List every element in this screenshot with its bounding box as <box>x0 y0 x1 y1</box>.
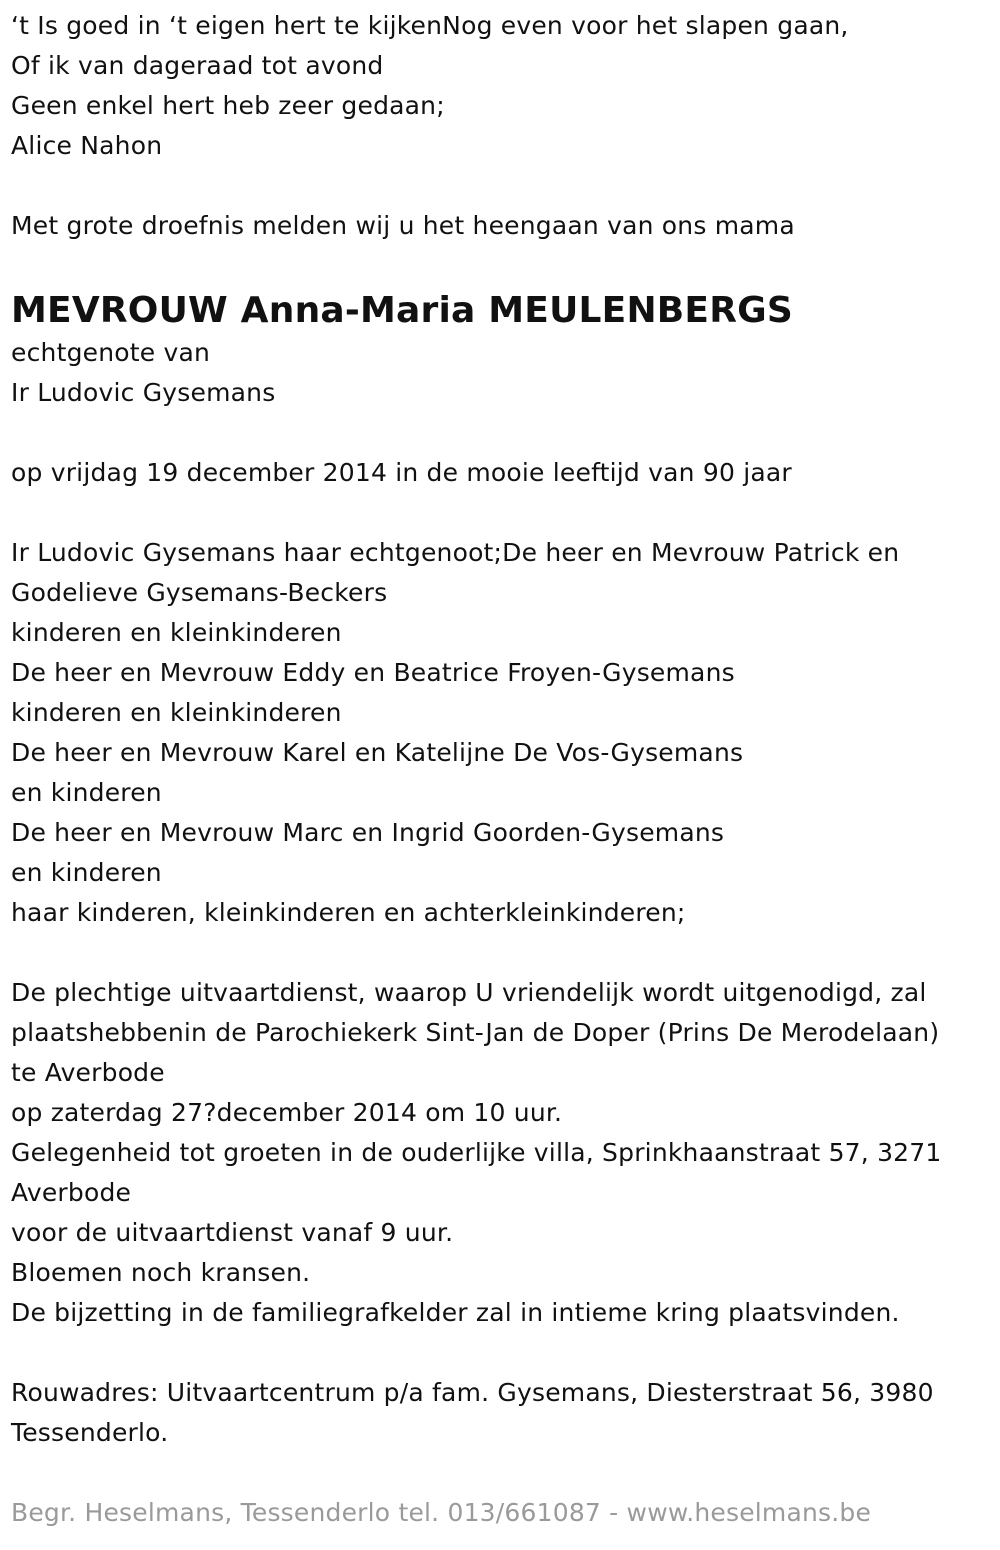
family-line: en kinderen <box>11 858 162 887</box>
poem-author: Alice Nahon <box>11 131 163 160</box>
poem-line-1: ‘t Is goed in ‘t eigen hert te kijkenNog even voor het slapen gaan, <box>11 11 849 40</box>
family-line: kinderen en kleinkinderen <box>11 698 342 727</box>
poem-line-3: Geen enkel hert heb zeer gedaan; <box>11 91 445 120</box>
family-line: De heer en Mevrouw Eddy en Beatrice Froyen-Gysemans <box>11 658 735 687</box>
deceased-relation: echtgenote van <box>11 338 211 367</box>
service-line: Gelegenheid tot groeten in de ouderlijke villa, Sprinkhaanstraat 57, 3271 <box>11 1138 942 1167</box>
obituary-notice <box>11 6 996 1453</box>
family-line: Ir Ludovic Gysemans haar echtgenoot;De heer en Mevrouw Patrick en <box>11 538 900 567</box>
family-line: De heer en Mevrouw Karel en Katelijne De Vos-Gysemans <box>11 738 744 767</box>
service-line: te Averbode <box>11 1058 165 1087</box>
announcement-text: Met grote droefnis melden wij u het heengaan van ons mama <box>11 211 795 240</box>
death-info: op vrijdag 19 december 2014 in de mooie leeftijd van 90 jaar <box>11 458 792 487</box>
deceased-name: MEVROUW Anna-Maria MEULENBERGS <box>11 290 794 331</box>
service-line: Bloemen noch kransen. <box>11 1258 311 1287</box>
family-line: De heer en Mevrouw Marc en Ingrid Goorden-Gysemans <box>11 818 725 847</box>
funeral-home-footer: Begr. Heselmans, Tessenderlo tel. 013/661087 - www.heselmans.be <box>11 1498 872 1527</box>
spacer <box>11 246 996 286</box>
family-line: Godelieve Gysemans-Beckers <box>11 578 388 607</box>
service-line: op zaterdag 27?december 2014 om 10 uur. <box>11 1098 563 1127</box>
family-list <box>11 533 996 933</box>
service-line: voor de uitvaartdienst vanaf 9 uur. <box>11 1218 454 1247</box>
mourning-address <box>11 1373 996 1453</box>
family-line: haar kinderen, kleinkinderen en achterkleinkinderen; <box>11 898 686 927</box>
spacer <box>11 413 996 453</box>
family-line: en kinderen <box>11 778 162 807</box>
spacer <box>11 493 996 533</box>
deceased-spouse: Ir Ludovic Gysemans <box>11 378 276 407</box>
service-line: Averbode <box>11 1178 132 1207</box>
service-line: plaatshebbenin de Parochiekerk Sint-Jan de Doper (Prins De Merodelaan) <box>11 1018 940 1047</box>
spacer <box>11 933 996 973</box>
service-line: De plechtige uitvaartdienst, waarop U vriendelijk wordt uitgenodigd, zal <box>11 978 927 1007</box>
mourning-address-line: Rouwadres: Uitvaartcentrum p/a fam. Gysemans, Diesterstraat 56, 3980 <box>11 1378 934 1407</box>
spacer <box>11 166 996 206</box>
spacer <box>11 1333 996 1373</box>
service-line: De bijzetting in de familiegrafkelder zal in intieme kring plaatsvinden. <box>11 1298 900 1327</box>
service-details <box>11 973 996 1333</box>
poem-line-2: Of ik van dageraad tot avond <box>11 51 384 80</box>
family-line: kinderen en kleinkinderen <box>11 618 342 647</box>
mourning-address-line: Tessenderlo. <box>11 1418 169 1447</box>
